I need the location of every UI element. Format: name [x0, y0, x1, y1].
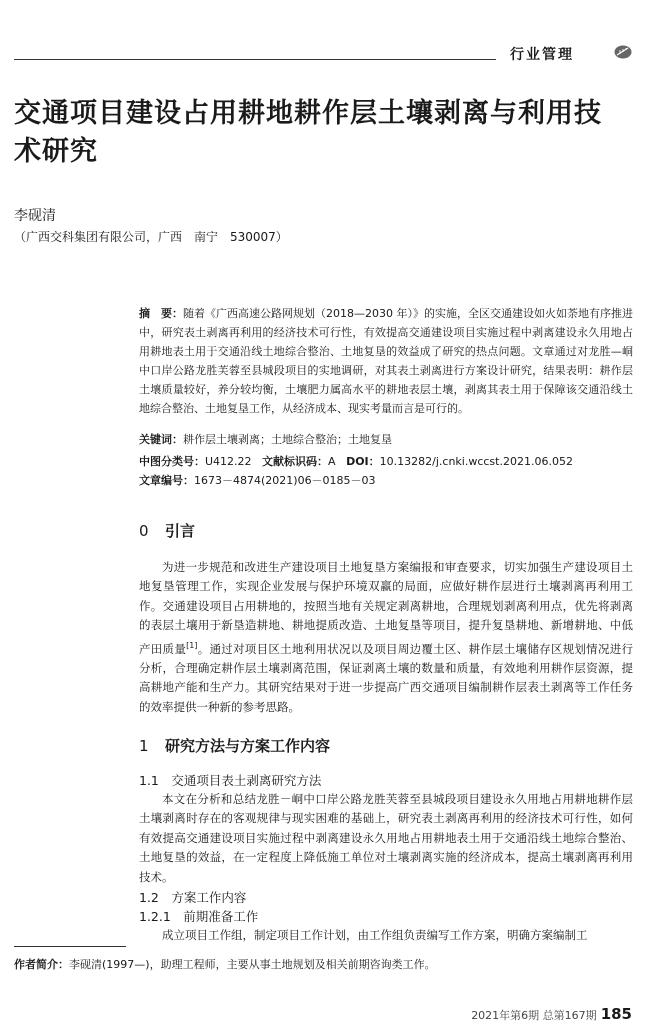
reference-marker: [1] [186, 640, 198, 650]
methods-paragraph: 本文在分析和总结龙胜－峒中口岸公路龙胜芙蓉至县城段项目建设永久用地占用耕地耕作层土壤剥离时存在的客观规律与现实困难的基础上，研究表土剥离再利用的经济技术可行性，如何有效提高交通建设项目实施过程中剥离建设永久用地占用耕地表土用于交通沿线土地综合整治、土地复垦的效益，在一定程度上降低施工单位对土壤剥离实施的经济成本，提高土壤剥离再利用技术。 [139, 792, 633, 884]
footnote-rule [14, 946, 126, 947]
section-number: 0 [139, 522, 149, 540]
prep-paragraph: 成立项目工作组，制定项目工作计划，由工作组负责编写工作方案，明确方案编制工 [162, 928, 588, 942]
page-number: 185 [600, 1005, 632, 1023]
keywords-text: 耕作层土壤剥离；土地综合整治；土地复垦 [183, 433, 392, 446]
leaf-logo-icon [614, 45, 632, 59]
article-no-label: 文章编号： [139, 474, 194, 487]
footnote-label: 作者简介： [14, 958, 69, 971]
author-affiliation: （广西交科集团有限公司，广西 南宁 530007） [14, 230, 288, 244]
section-tag: 行业管理 [510, 47, 574, 63]
section-heading-1 [139, 735, 330, 756]
classification-line [139, 452, 633, 471]
doc-code-value: A [328, 455, 336, 468]
section-heading-0 [139, 520, 195, 541]
doi-label: DOI： [346, 455, 380, 468]
clc-label: 中图分类号： [139, 455, 205, 468]
subsection-heading-1-2-1: 1.2.1 前期准备工作 [139, 909, 259, 924]
article-number [139, 471, 633, 490]
section-number: 1 [139, 737, 149, 755]
page-info [471, 1005, 632, 1023]
section-title: 研究方法与方案工作内容 [165, 737, 331, 755]
author-footnote [14, 956, 436, 972]
page-title: 交通项目建设占用耕地耕作层土壤剥离与利用技术研究 [14, 98, 602, 167]
author-name: 李砚清 [14, 208, 56, 224]
intro-paragraph: 为进一步规范和改进生产建设项目土地复垦方案编报和审查要求，切实加强生产建设项目土地复垦管理工作，实现企业发展与保护环境双赢的局面，应做好耕作层进行土壤剥离再利用工作。交通建设项目占用耕地的，按照当地有关规定剥离耕地，合理规划剥离利用点，优先将剥离的表层土壤用于新垦造耕地、耕地提质改造、土地复垦等项目，提升复垦耕地、新增耕地、中低产田质量[1]。通过对项目区土地利用状况以及项目周边覆土区、耕作层土壤储存区规划情况进行分析，合理确定耕作层土壤剥离范围，保证剥离土壤的数量和质量，有效地利用耕作层资源，提高耕地产能和生产力。其研究结果对于进一步提高广西交通项目编制耕作层表土剥离等工作任务的效率提供一种新的参考思路。 [139, 560, 634, 714]
doc-code-label: 文献标识码： [262, 455, 329, 468]
keywords-label: 关键词： [139, 433, 183, 446]
abstract-text: 随着《广西高速公路网规划（2018—2030 年）》的实施，全区交通建设如火如荼地有序推进中，研究表土剥离再利用的经济技术可行性，有效提高交通建设项目实施过程中剥离建设永久用地占用耕地表土用于交通沿线土地综合整治、土地复垦的效益成了研究的热点问题。文章通过对龙胜—峒中口岸公路龙胜芙蓉至县城段项目的实地调研，对其表土剥离进行方案设计研究，结果表明：耕作层土壤质量较好，养分较均衡，土壤肥力属高水平的耕地表层土壤，剥离其表土用于保障该交通沿线土地综合整治、土地复垦工作，从经济成本、现实考量而言是可行的。 [139, 307, 634, 415]
header-rule [14, 59, 496, 60]
article-no-value: 1673－4874(2021)06－0185－03 [194, 474, 376, 487]
clc-value: U412.22 [205, 455, 252, 468]
footnote-text: 李砚清(1997—)，助理工程师，主要从事土地规划及相关前期咨询类工作。 [69, 958, 436, 971]
doi-value: 10.13282/j.cnki.wccst.2021.06.052 [379, 455, 573, 468]
section-title: 引言 [165, 522, 196, 540]
keywords [139, 430, 633, 449]
abstract [139, 304, 633, 418]
issue-info: 2021年第6期 总第167期 [471, 1009, 597, 1022]
subsection-heading-1-2: 1.2 方案工作内容 [139, 890, 247, 905]
abstract-label: 摘 要： [139, 307, 184, 320]
subsection-heading-1-1: 1.1 交通项目表土剥离研究方法 [139, 773, 322, 788]
